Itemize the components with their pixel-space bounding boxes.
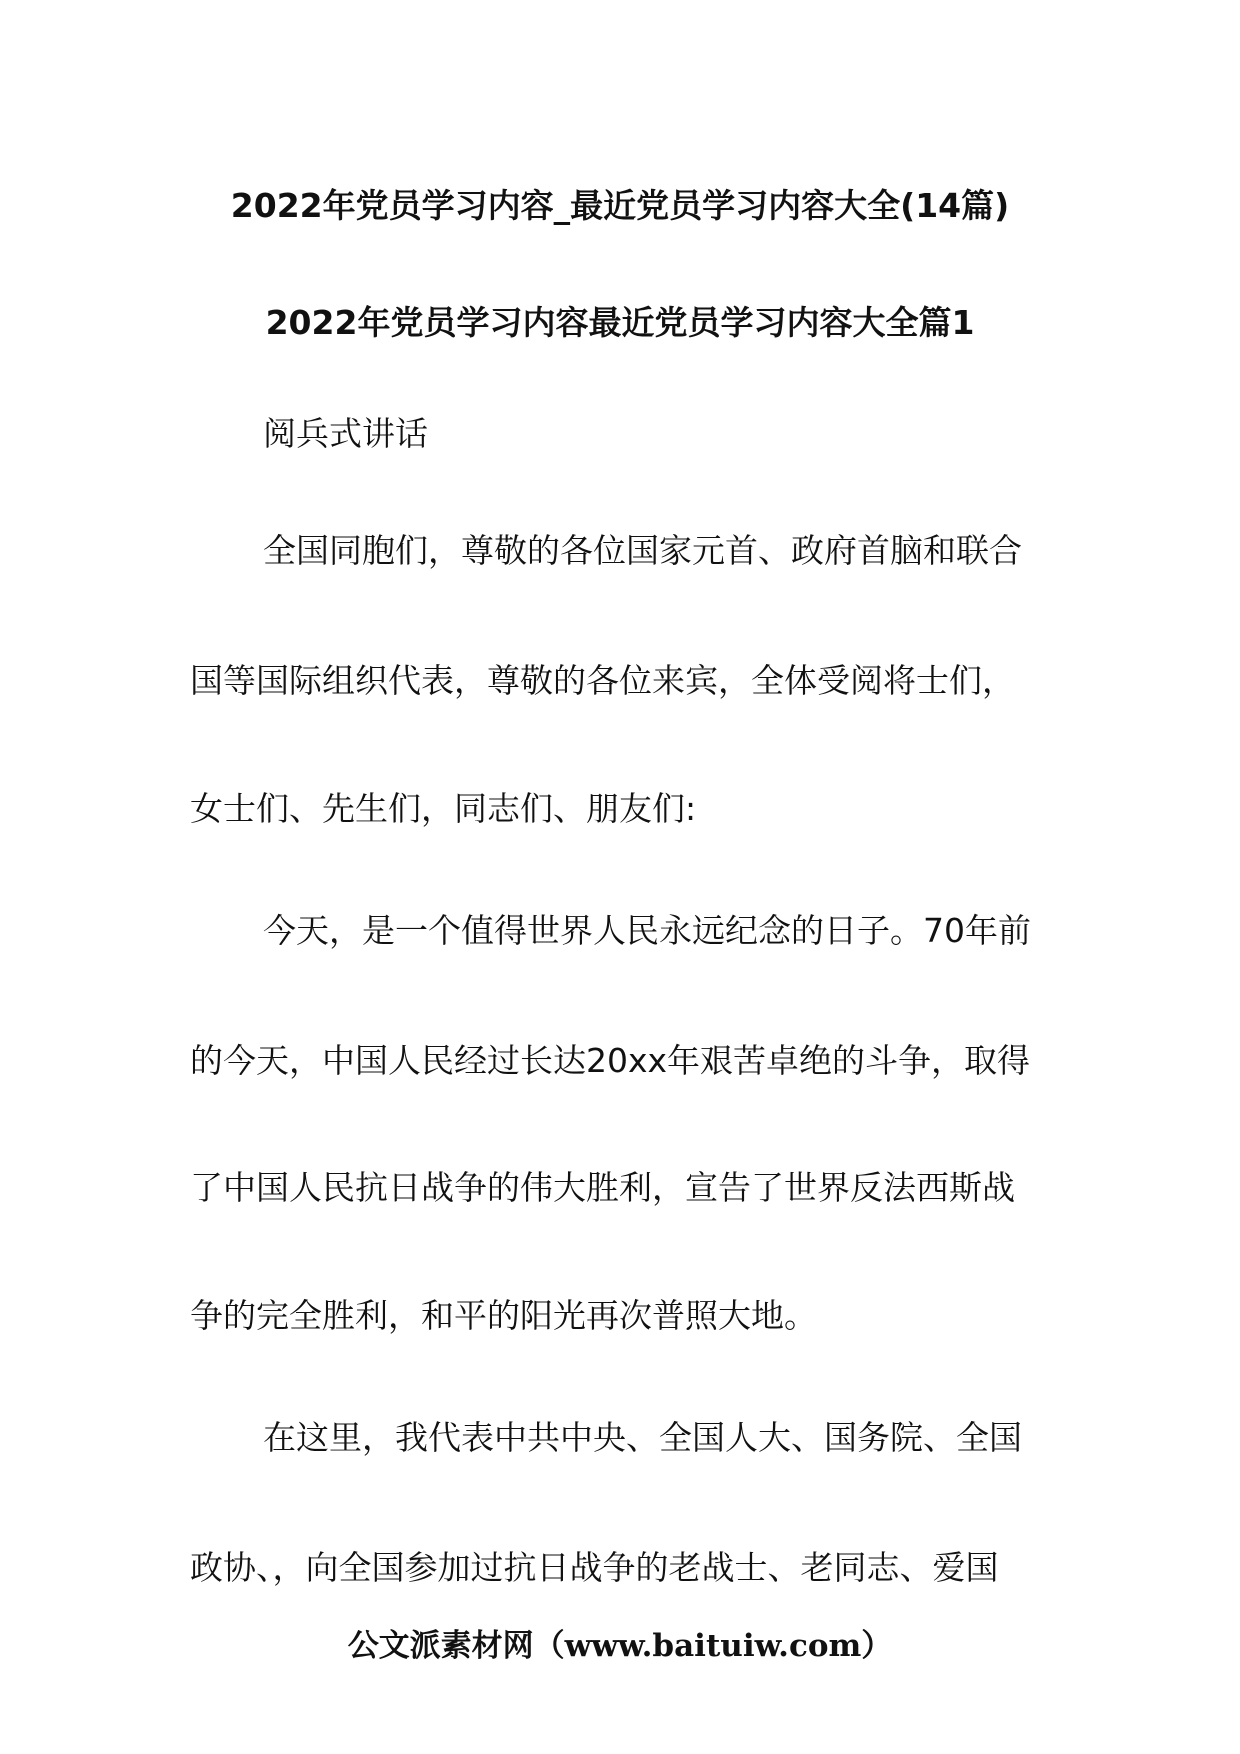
page-footer-source: 公文派素材网（www.baituiw.com）	[347, 1628, 893, 1664]
paragraph-line: 政协、，向全国参加过抗日战争的老战士、老同志、爱国	[190, 1548, 999, 1587]
paragraph-line: 在这里，我代表中共中央、全国人大、国务院、全国	[263, 1418, 1022, 1457]
paragraph-line: 女士们、先生们，同志们、朋友们:	[190, 789, 697, 828]
paragraph-line: 的今天，中国人民经过长达20xx年艰苦卓绝的斗争，取得	[190, 1041, 1031, 1080]
paragraph-line: 争的完全胜利，和平的阳光再次普照大地。	[190, 1296, 817, 1335]
paragraph-line: 国等国际组织代表，尊敬的各位来宾，全体受阅将士们，	[190, 661, 1015, 700]
paragraph-line: 了中国人民抗日战争的伟大胜利，宣告了世界反法西斯战	[190, 1168, 1015, 1207]
section-heading: 阅兵式讲话	[263, 414, 428, 453]
paragraph-line: 全国同胞们，尊敬的各位国家元首、政府首脑和联合	[263, 531, 1022, 570]
document-subtitle: 2022年党员学习内容最近党员学习内容大全篇1	[265, 303, 975, 342]
document-title: 2022年党员学习内容_最近党员学习内容大全(14篇)	[230, 186, 1010, 225]
paragraph-line: 今天，是一个值得世界人民永远纪念的日子。70年前	[263, 911, 1031, 950]
